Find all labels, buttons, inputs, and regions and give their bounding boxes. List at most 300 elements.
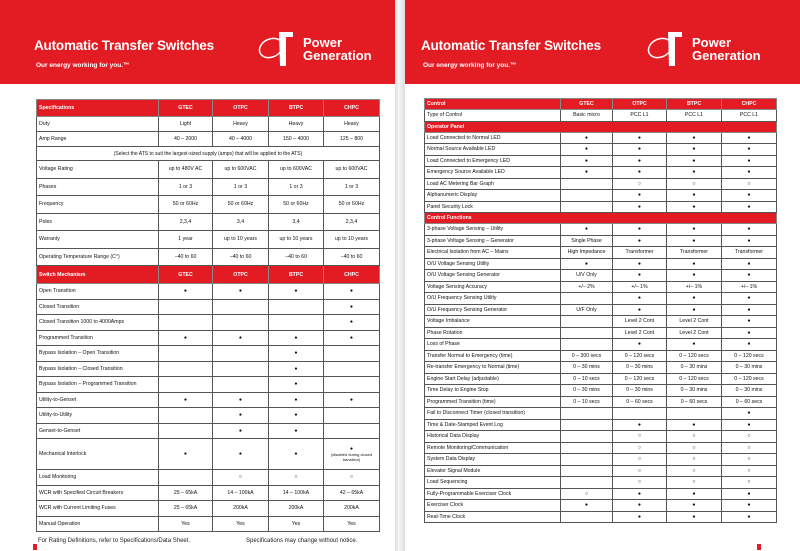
table-cell: 1 year (159, 231, 213, 249)
table-cell: ● (561, 155, 613, 167)
table-cell: −40 to 60 (159, 248, 213, 266)
table-cell: ● (561, 167, 613, 179)
table-cell: ○ (613, 465, 667, 477)
row-label: 3-phase Voltage Sensing – Generator (425, 235, 561, 247)
table-cell: ● (667, 132, 722, 144)
column-header: BTPC (667, 99, 722, 110)
table-cell (324, 408, 380, 424)
table-row (425, 293, 777, 305)
table-cell (213, 346, 269, 362)
table-row (425, 235, 777, 247)
table-cell: ○ (613, 178, 667, 190)
table-row (425, 465, 777, 477)
row-label: Historical Data Display (425, 431, 561, 443)
table-cell: ● (667, 304, 722, 316)
table-cell: 0 – 120 secs (613, 350, 667, 362)
table-cell: ● (613, 132, 667, 144)
column-header: BTPC (269, 266, 324, 284)
table-cell: Transformer (722, 247, 777, 259)
row-label: Mechanical Interlock (37, 439, 159, 470)
table-cell: Light (159, 117, 213, 132)
table-cell: ● (667, 270, 722, 282)
table-cell (213, 315, 269, 331)
table-cell: −40 to 60 (269, 248, 324, 266)
table-cell: ● (613, 488, 667, 500)
table-cell: ● (722, 419, 777, 431)
note-text: (Select the ATS to suit the largest-sized supply (amps) that will be applied to the ATS) (37, 147, 380, 161)
table-cell: 200kA (213, 501, 269, 517)
table-row (425, 488, 777, 500)
table-row (425, 442, 777, 454)
table-cell (561, 477, 613, 489)
table-cell (159, 408, 213, 424)
table-cell: ● (159, 284, 213, 300)
row-label: O/U Frequency Sensing Generator (425, 304, 561, 316)
table-row (37, 161, 380, 179)
table-row (425, 110, 777, 122)
section-header-row (425, 213, 777, 224)
row-label: O/U Frequency Sensing Utility (425, 293, 561, 305)
table-cell: ● (324, 315, 380, 331)
column-header: CHPC (324, 266, 380, 284)
right-banner (405, 0, 800, 84)
table-cell: Level 2 Cont (613, 316, 667, 328)
table-cell: ○ (667, 178, 722, 190)
table-cell: ● (324, 284, 380, 300)
table-cell: ● (722, 327, 777, 339)
table-cell: ● (269, 408, 324, 424)
table-cell: ● (667, 293, 722, 305)
table-row (37, 213, 380, 231)
row-label: Utility-to-Genset (37, 392, 159, 408)
table-cell: 0 – 60 secs (722, 396, 777, 408)
table-cell: ● (722, 316, 777, 328)
table-cell: 0 – 30 mins (561, 362, 613, 374)
table-cell (561, 316, 613, 328)
section-heading: Operator Panel (425, 121, 777, 132)
table-cell: ● (613, 293, 667, 305)
table-row (425, 201, 777, 213)
section-heading: Control (425, 99, 561, 110)
column-header: CHPC (324, 100, 380, 117)
table-cell: 2,3,4 (324, 213, 380, 231)
table-cell: ○ (613, 431, 667, 443)
table-cell (561, 293, 613, 305)
footer-rating-note: For Rating Definitions, refer to Specifications/Data Sheet. (38, 538, 191, 544)
row-label: Programmed Transition (time) (425, 396, 561, 408)
table-cell: Yes (324, 516, 380, 532)
table-cell: Heavy (324, 117, 380, 132)
table-cell: ● (613, 167, 667, 179)
table-row (425, 144, 777, 156)
column-header: OTPC (613, 99, 667, 110)
row-label: Bypass Isolation – Open Transition (37, 346, 159, 362)
table-cell (159, 299, 213, 315)
table-cell: up to 10 years (269, 231, 324, 249)
table-cell: ● (667, 500, 722, 512)
table-cell: Level 2 Cont (667, 327, 722, 339)
table-row (37, 377, 380, 393)
table-cell: ○ (722, 431, 777, 443)
table-cell: ● (213, 423, 269, 439)
table-cell: ● (613, 155, 667, 167)
table-row (37, 392, 380, 408)
table-cell: 3,4 (213, 213, 269, 231)
table-cell: 1 or 3 (269, 178, 324, 196)
table-cell: High Impedance (561, 247, 613, 259)
table-cell: 25 – 65kA (159, 501, 213, 517)
table-cell (269, 315, 324, 331)
table-cell (159, 470, 213, 486)
table-cell: PCC L1 (667, 110, 722, 122)
table-row (425, 408, 777, 420)
banner-title: Automatic Transfer Switches (34, 38, 214, 53)
table-cell: ● (722, 224, 777, 236)
table-cell: Transformer (613, 247, 667, 259)
table-row (425, 500, 777, 512)
table-cell: ● (561, 258, 613, 270)
row-label: Panel Security Lock (425, 201, 561, 213)
table-cell: ● (667, 258, 722, 270)
table-cell: ○ (722, 454, 777, 466)
table-cell: ● (613, 304, 667, 316)
banner-title: Automatic Transfer Switches (421, 38, 601, 53)
table-cell: 0 – 30 mins (722, 362, 777, 374)
table-header-row (37, 266, 380, 284)
table-cell: 0 – 120 secs (667, 373, 722, 385)
table-cell: 0 – 120 secs (722, 350, 777, 362)
row-label: Time Delay to Engine Stop (425, 385, 561, 397)
table-cell: up to 600VAC (213, 161, 269, 179)
table-cell: +/– 1% (613, 281, 667, 293)
left-banner (0, 0, 395, 84)
table-row (425, 224, 777, 236)
table-cell: ● (722, 270, 777, 282)
table-cell (159, 361, 213, 377)
table-cell: ○ (667, 454, 722, 466)
cummins-logo-icon (253, 28, 299, 70)
table-cell: U/V Only (561, 270, 613, 282)
table-row (425, 339, 777, 351)
row-label: Load Connected to Emergency LED (425, 155, 561, 167)
table-cell: 42 – 65kA (324, 485, 380, 501)
table-cell: ● (324, 299, 380, 315)
table-cell: 0 – 30 mins (613, 362, 667, 374)
table-cell: ● (667, 488, 722, 500)
table-row (425, 477, 777, 489)
table-row (425, 511, 777, 523)
table-cell (561, 454, 613, 466)
table-cell: ● (722, 488, 777, 500)
table-cell: Heavy (213, 117, 269, 132)
table-cell: ● (613, 144, 667, 156)
table-cell: up to 480V AC (159, 161, 213, 179)
table-row (37, 346, 380, 362)
table-cell: ● (324, 330, 380, 346)
table-cell: Heavy (269, 117, 324, 132)
table-cell (324, 377, 380, 393)
row-label: Duty (37, 117, 159, 132)
table-row (425, 167, 777, 179)
table-cell: 50 or 60Hz (213, 196, 269, 214)
table-cell: ● (722, 258, 777, 270)
row-label: Exerciser Clock (425, 500, 561, 512)
table-cell: ● (667, 235, 722, 247)
table-cell: 0 – 30 mins (613, 385, 667, 397)
table-cell: 0 – 60 secs (613, 396, 667, 408)
table-cell (324, 361, 380, 377)
table-cell: +/– 2% (561, 281, 613, 293)
row-label: Warranty (37, 231, 159, 249)
left-spec-table (36, 99, 380, 532)
row-label: Amp Range (37, 132, 159, 147)
table-cell: ● (561, 132, 613, 144)
table-cell: Single Phase (561, 235, 613, 247)
table-row (37, 284, 380, 300)
table-cell: 200kA (324, 501, 380, 517)
row-label: Emergency Source Available LED (425, 167, 561, 179)
table-cell: ● (613, 511, 667, 523)
table-header-row (425, 99, 777, 110)
table-row (37, 423, 380, 439)
column-header: GTEC (159, 100, 213, 117)
row-label: Phases (37, 178, 159, 196)
table-row (37, 408, 380, 424)
table-cell (561, 419, 613, 431)
table-cell: 50 or 60Hz (269, 196, 324, 214)
table-cell: ○ (324, 470, 380, 486)
table-row (425, 155, 777, 167)
table-row (37, 470, 380, 486)
table-cell: 0 – 120 secs (722, 373, 777, 385)
table-row (425, 327, 777, 339)
table-cell: 40 – 4000 (213, 132, 269, 147)
row-label: Frequency (37, 196, 159, 214)
table-cell (561, 190, 613, 202)
table-cell (561, 339, 613, 351)
table-cell: ○ (269, 470, 324, 486)
table-cell: ○ (613, 454, 667, 466)
table-cell: ● (613, 270, 667, 282)
table-cell: ● (561, 500, 613, 512)
row-label: Transfer Normal to Emergency (time) (425, 350, 561, 362)
table-cell: ● (722, 155, 777, 167)
table-cell: +/– 1% (722, 281, 777, 293)
table-cell: ● (667, 419, 722, 431)
table-cell: 0 – 30 mins (722, 385, 777, 397)
table-cell: 14 – 100kA (213, 485, 269, 501)
brand-line2: Generation (692, 48, 761, 63)
row-label: Remote Monitoring/Communication (425, 442, 561, 454)
table-row (37, 248, 380, 266)
table-cell (561, 327, 613, 339)
table-cell: PCC L1 (722, 110, 777, 122)
table-cell (561, 442, 613, 454)
column-header: BTPC (269, 100, 324, 117)
row-label: System Data Display (425, 454, 561, 466)
table-cell: 0 – 300 secs (561, 350, 613, 362)
table-row (425, 190, 777, 202)
table-cell: 1 or 3 (159, 178, 213, 196)
table-cell (159, 346, 213, 362)
table-cell: ○ (667, 442, 722, 454)
table-header-row (37, 100, 380, 117)
table-cell: ● (722, 167, 777, 179)
table-cell: ● (613, 224, 667, 236)
table-cell: Yes (159, 516, 213, 532)
table-cell: up to 10 years (213, 231, 269, 249)
table-row (37, 439, 380, 470)
table-cell (561, 511, 613, 523)
table-row (37, 501, 380, 517)
table-row (425, 178, 777, 190)
table-cell: 0 – 60 secs (667, 396, 722, 408)
table-cell: PCC L1 (613, 110, 667, 122)
row-label: Load Connected to Normal LED (425, 132, 561, 144)
row-label: O/U Voltage Sensing Generator (425, 270, 561, 282)
table-cell: 200kA (269, 501, 324, 517)
table-cell: ● (613, 258, 667, 270)
table-cell: ● (269, 423, 324, 439)
table-cell: up to 600VAC (324, 161, 380, 179)
table-cell: 50 or 60Hz (159, 196, 213, 214)
table-cell: ● (667, 339, 722, 351)
table-row (425, 362, 777, 374)
row-label: Real-Time Clock (425, 511, 561, 523)
table-cell: 0 – 30 mins (561, 385, 613, 397)
table-cell: 14 – 100kA (269, 485, 324, 501)
table-cell: ● (269, 346, 324, 362)
table-cell: ● (269, 330, 324, 346)
table-cell (561, 431, 613, 443)
cummins-logo-icon (642, 28, 688, 70)
row-label: Elevator Signal Module (425, 465, 561, 477)
table-cell (561, 201, 613, 213)
table-cell: 50 or 60Hz (324, 196, 380, 214)
row-label: Closed Transition 1000 to 4000Amps (37, 315, 159, 331)
table-cell: up to 600VAC (269, 161, 324, 179)
table-cell: ● (213, 392, 269, 408)
table-cell: ● (213, 330, 269, 346)
table-cell (159, 315, 213, 331)
table-row (425, 270, 777, 282)
table-row (37, 361, 380, 377)
section-heading: Control Functions (425, 213, 777, 224)
table-cell: Level 2 Cont (667, 316, 722, 328)
row-label: Voltage Imbalance (425, 316, 561, 328)
row-label: Programmed Transition (37, 330, 159, 346)
row-label: Voltage Sensing Accuracy (425, 281, 561, 293)
table-cell: ● (561, 144, 613, 156)
row-label: Load AC Metering Bar Graph (425, 178, 561, 190)
table-cell: ● (213, 408, 269, 424)
table-cell: 40 – 2000 (159, 132, 213, 147)
table-cell: ● (722, 511, 777, 523)
row-label: Open Transition (37, 284, 159, 300)
row-label: Time & Date-Stamped Event Log (425, 419, 561, 431)
table-cell (667, 408, 722, 420)
table-cell: ● (613, 500, 667, 512)
note-row (37, 147, 380, 161)
table-cell (213, 299, 269, 315)
table-cell: −40 to 60 (324, 248, 380, 266)
table-row (425, 373, 777, 385)
table-cell: ● (722, 339, 777, 351)
row-label: Loss of Phase (425, 339, 561, 351)
table-cell: ○ (613, 442, 667, 454)
table-cell: Basic micro (561, 110, 613, 122)
table-cell (269, 299, 324, 315)
row-label: Closed Transition (37, 299, 159, 315)
table-row (37, 485, 380, 501)
table-cell: Level 2 Cont (613, 327, 667, 339)
brand-line2: Generation (303, 48, 372, 63)
table-cell: ● (159, 392, 213, 408)
table-row (425, 304, 777, 316)
table-cell: ● (722, 201, 777, 213)
table-cell: ● (667, 144, 722, 156)
row-label: Utility-to-Utility (37, 408, 159, 424)
table-cell: ○ (722, 477, 777, 489)
row-label: Phase Rotation (425, 327, 561, 339)
table-cell: ○ (561, 488, 613, 500)
table-cell (213, 377, 269, 393)
row-label: Voltage Rating (37, 161, 159, 179)
table-cell: ● (722, 235, 777, 247)
table-cell: ○ (667, 431, 722, 443)
brand-logo (642, 28, 782, 70)
row-label: Bypass Isolation – Closed Transition (37, 361, 159, 377)
section-heading: Specifications (37, 100, 159, 117)
table-cell: ● (667, 155, 722, 167)
table-row (425, 281, 777, 293)
row-label: Genset-to-Genset (37, 423, 159, 439)
table-row (425, 132, 777, 144)
table-cell: 125 – 800 (324, 132, 380, 147)
column-header: OTPC (213, 100, 269, 117)
table-cell: ● (722, 304, 777, 316)
column-header: CHPC (722, 99, 777, 110)
row-label: Re-transfer Emergency to Normal (time) (425, 362, 561, 374)
row-label: 3-phase Voltage Sensing – Utility (425, 224, 561, 236)
table-row (37, 117, 380, 132)
column-header: GTEC (561, 99, 613, 110)
row-label: Load Sequencing (425, 477, 561, 489)
row-label: Type of Control (425, 110, 561, 122)
table-cell: ● (269, 361, 324, 377)
table-cell: 150 – 4000 (269, 132, 324, 147)
table-cell: 3,4 (269, 213, 324, 231)
row-label: Normal Source Available LED (425, 144, 561, 156)
brand-line1: Power (692, 35, 732, 50)
table-row (37, 516, 380, 532)
banner-tagline: Our energy working for you.™ (36, 62, 130, 69)
table-cell: ● (722, 190, 777, 202)
table-cell: ● (613, 419, 667, 431)
table-row (37, 330, 380, 346)
row-label: WCR with Current Limiting Fuses (37, 501, 159, 517)
row-label: Fully-Programmable Exerciser Clock (425, 488, 561, 500)
table-row (425, 431, 777, 443)
table-cell: 25 – 65kA (159, 485, 213, 501)
footer-change-note: Specifications may change without notice. (246, 538, 358, 544)
table-cell: ● (667, 201, 722, 213)
row-label: Poles (37, 213, 159, 231)
section-header-row (425, 121, 777, 132)
table-cell: 0 – 30 mins (667, 362, 722, 374)
table-row (37, 132, 380, 147)
table-row (37, 196, 380, 214)
